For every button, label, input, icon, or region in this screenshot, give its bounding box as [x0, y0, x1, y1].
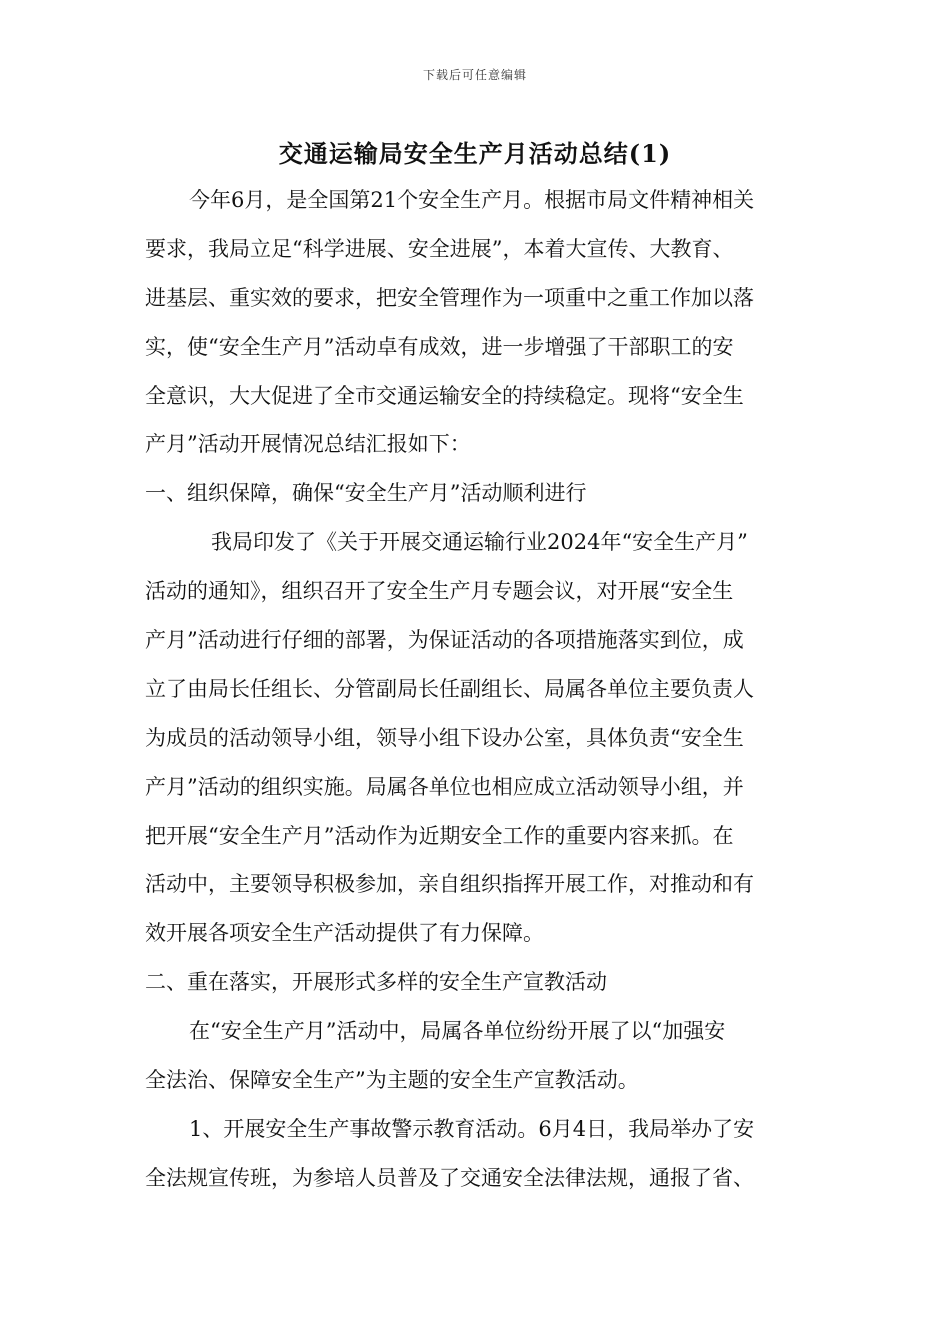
text-line: 1、开展安全生产事故警示教育活动。6月4日，我局举办了安: [189, 1116, 755, 1141]
text-line: 产月”活动进行仔细的部署，为保证活动的各项措施落实到位，成: [145, 628, 744, 653]
text-line: 实，使“安全生产月”活动卓有成效，进一步增强了干部职工的安: [145, 334, 734, 359]
text-line: 活动的通知》，组织召开了安全生产月专题会议，对开展“安全生: [145, 579, 734, 604]
text-line: 我局印发了《关于开展交通运输行业2024年“安全生产月”: [211, 530, 748, 555]
document-body: [145, 176, 805, 1203]
document-title: 交通运输局安全生产月活动总结(1): [278, 139, 672, 168]
text-line: 全意识，大大促进了全市交通运输安全的持续稳定。现将“安全生: [145, 383, 744, 408]
text-line: 效开展各项安全生产活动提供了有力保障。: [145, 921, 544, 946]
text-line: 今年6月，是全国第21个安全生产月。根据市局文件精神相关: [189, 188, 755, 212]
text-line: 全法治、保障安全生产”为主题的安全生产宣教活动。: [145, 1068, 639, 1093]
text-line: 全法规宣传班，为参培人员普及了交通安全法律法规，通报了省、: [145, 1165, 754, 1190]
text-line: 把开展“安全生产月”活动作为近期安全工作的重要内容来抓。在: [145, 823, 734, 848]
text-line: 产月”活动开展情况总结汇报如下：: [145, 432, 471, 457]
section-heading-2: 二、重在落实，开展形式多样的安全生产宣教活动: [145, 970, 607, 995]
header-note: 下载后可任意编辑: [422, 68, 527, 82]
text-line: 进基层、重实效的要求，把安全管理作为一项重中之重工作加以落: [145, 285, 754, 310]
text-line: 立了由局长任组长、分管副局长任副组长、局属各单位主要负责人: [145, 676, 754, 701]
section-heading-1: 一、组织保障，确保“安全生产月”活动顺利进行: [145, 481, 587, 506]
text-line: 为成员的活动领导小组，领导小组下设办公室，具体负责“安全生: [145, 725, 744, 750]
text-line: 产月”活动的组织实施。局属各单位也相应成立活动领导小组，并: [145, 774, 744, 799]
text-line: 在“安全生产月”活动中，局属各单位纷纷开展了以“加强安: [189, 1019, 726, 1044]
text-line: 要求，我局立足“科学进展、安全进展”，本着大宣传、大教育、: [145, 236, 734, 261]
text-line: 活动中，主要领导积极参加，亲自组织指挥开展工作，对推动和有: [145, 872, 754, 897]
